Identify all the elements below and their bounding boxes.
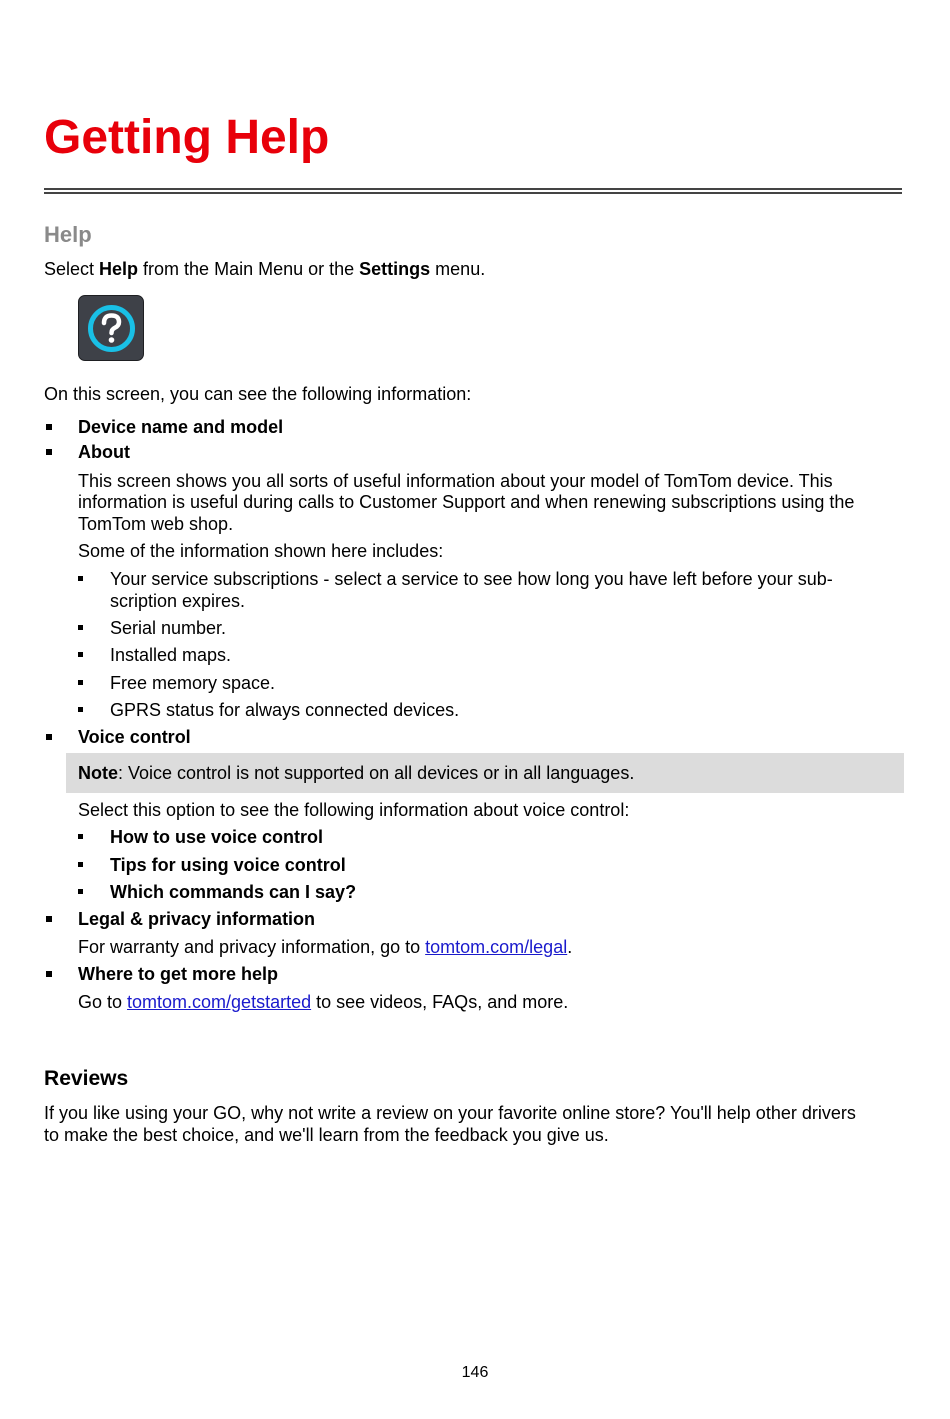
note-label: Note bbox=[78, 763, 118, 783]
about-desc-line: TomTom web shop. bbox=[78, 514, 234, 534]
legal-link[interactable]: tomtom.com/legal bbox=[425, 937, 568, 957]
voice-sub-item: How to use voice control bbox=[110, 827, 324, 847]
section-heading: Help bbox=[44, 222, 92, 247]
getstarted-link[interactable]: tomtom.com/getstarted bbox=[127, 992, 312, 1012]
about-sub-item: GPRS status for always connected devices. bbox=[110, 700, 460, 720]
legal-after: . bbox=[567, 937, 573, 957]
more-before: Go to bbox=[78, 992, 128, 1012]
voice-sub-item: Tips for using voice control bbox=[110, 855, 346, 875]
help-question-icon bbox=[78, 295, 144, 361]
page-title: Getting Help bbox=[44, 111, 330, 164]
title-rule-bottom bbox=[44, 192, 902, 194]
reviews-heading: Reviews bbox=[44, 1067, 129, 1090]
about-some-text: Some of the information shown here includes: bbox=[78, 541, 444, 561]
item-about: About bbox=[78, 442, 130, 462]
about-sub-item: Free memory space. bbox=[110, 673, 276, 693]
page-number: 146 bbox=[461, 1364, 489, 1381]
screen-info-text: On this screen, you can see the following information: bbox=[44, 384, 472, 404]
more-after: to see videos, FAQs, and more. bbox=[311, 992, 569, 1012]
voice-desc-text: Select this option to see the following information about voice control: bbox=[78, 800, 630, 820]
about-sub-item: Serial number. bbox=[110, 618, 227, 638]
note-box bbox=[66, 753, 904, 793]
more-help-text bbox=[78, 991, 568, 1013]
intro-middle: from the Main Menu or the bbox=[138, 259, 360, 279]
reviews-text-line: If you like using your GO, why not write a review on your favorite online store? You'll help other drivers bbox=[44, 1103, 856, 1123]
legal-desc-text bbox=[78, 936, 572, 958]
intro-after: menu. bbox=[430, 259, 486, 279]
about-sub-item: Installed maps. bbox=[110, 645, 232, 665]
legal-before: For warranty and privacy information, go to bbox=[78, 937, 426, 957]
about-sub-item-cont: scription expires. bbox=[110, 591, 246, 611]
item-legal-privacy: Legal & privacy information bbox=[78, 909, 316, 929]
about-sub-item: Your service subscriptions - select a service to see how long you have left before your sub- bbox=[110, 569, 833, 589]
help-menu-term: Help bbox=[99, 259, 139, 279]
settings-menu-term: Settings bbox=[359, 259, 431, 279]
item-more-help: Where to get more help bbox=[78, 964, 279, 984]
title-rule-top bbox=[44, 188, 902, 190]
voice-sub-item: Which commands can I say? bbox=[110, 882, 357, 902]
note-text bbox=[78, 762, 634, 784]
about-desc-line: information is useful during calls to Customer Support and when renewing subscriptions using the bbox=[78, 492, 855, 512]
about-desc-line: This screen shows you all sorts of useful information about your model of TomTom device. This bbox=[78, 471, 833, 491]
note-body: : Voice control is not supported on all devices or in all languages. bbox=[118, 763, 635, 783]
reviews-text-line: to make the best choice, and we'll learn from the feedback you give us. bbox=[44, 1125, 609, 1145]
item-device-name: Device name and model bbox=[78, 417, 284, 437]
intro-text bbox=[44, 258, 485, 280]
item-voice-control: Voice control bbox=[78, 727, 191, 747]
intro-before: Select bbox=[44, 259, 100, 279]
